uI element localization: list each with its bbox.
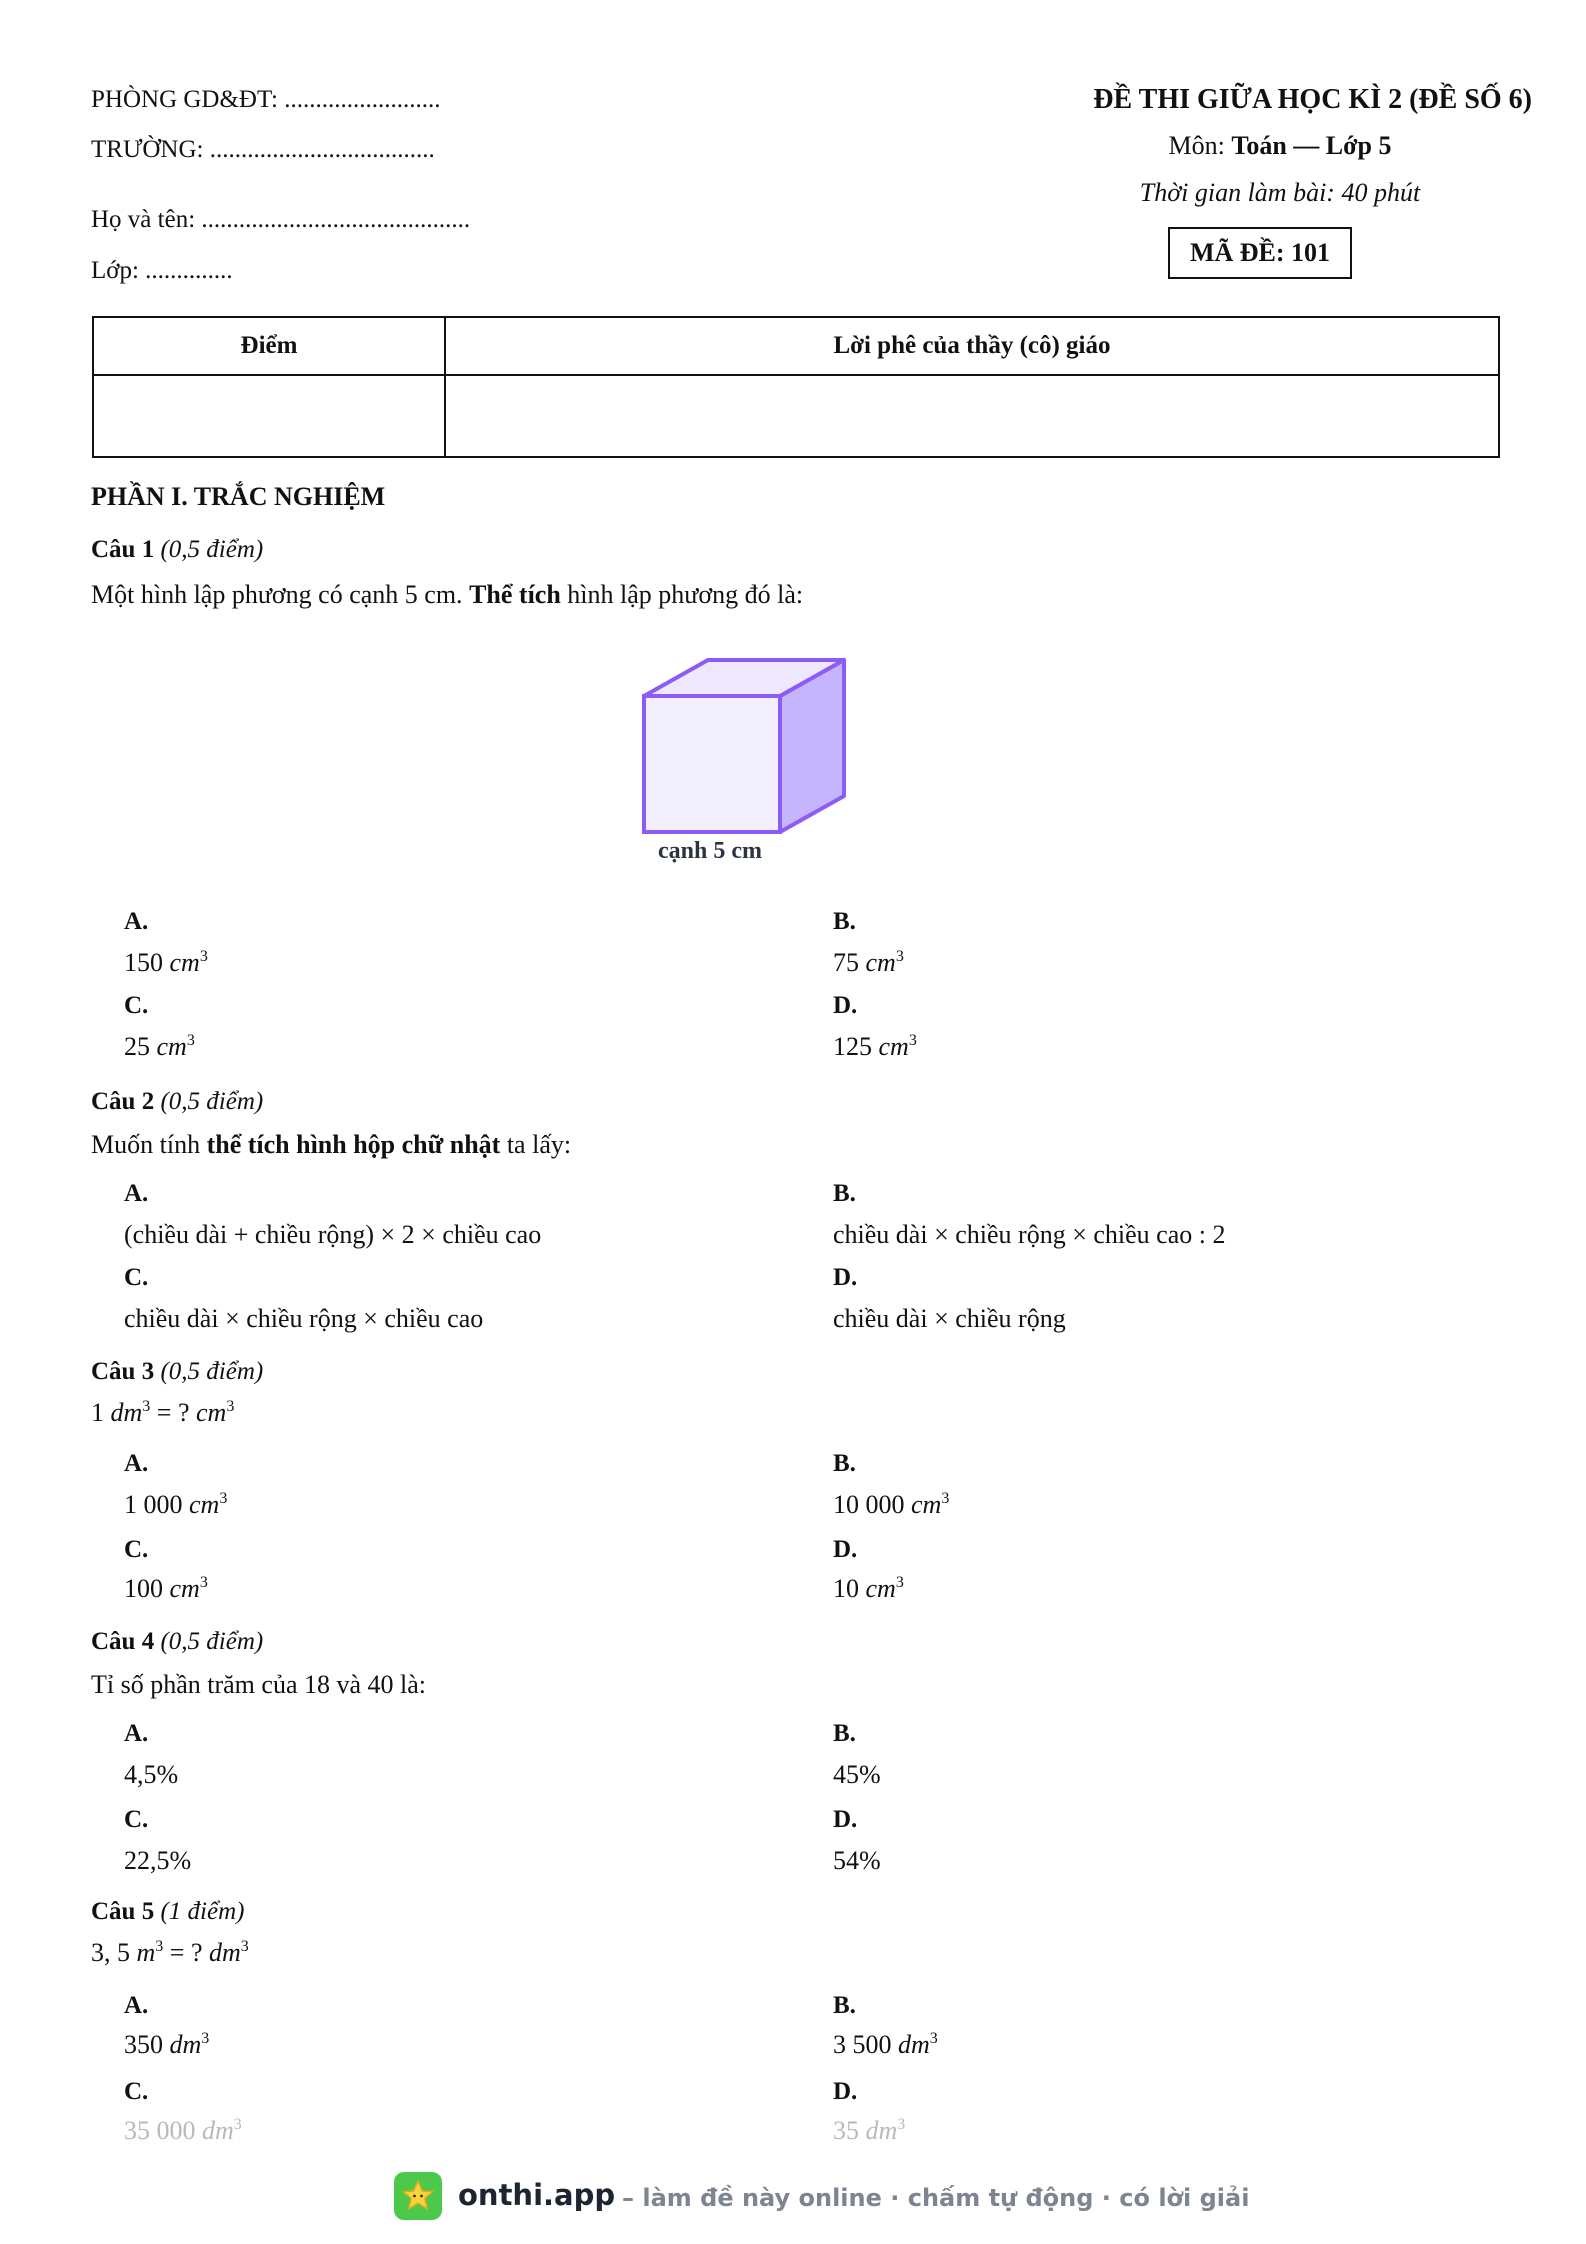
subject-name: Toán — Lớp 5	[1231, 131, 1392, 160]
q3-option-c-value[interactable]	[124, 1574, 208, 1604]
q1-b-exp: 3	[895, 948, 904, 965]
q4-points: (0,5 điểm)	[160, 1628, 264, 1655]
brand-name[interactable]: onthi.app	[458, 2178, 616, 2212]
q1-text	[91, 580, 803, 610]
q5-number: Câu 5	[91, 1898, 155, 1925]
q1-c-unit: cm	[156, 1032, 187, 1061]
q5-option-c-label[interactable]: C.	[124, 2078, 149, 2105]
q5-heading	[91, 1898, 244, 1926]
q5-option-a-value[interactable]	[124, 2030, 209, 2060]
q1-option-d-label[interactable]: D.	[833, 992, 858, 1019]
q3-expr-exp1: 3	[142, 1398, 151, 1415]
q3-a-exp: 3	[219, 1490, 228, 1507]
q3-option-b-label[interactable]: B.	[833, 1450, 856, 1477]
q3-b-exp: 3	[941, 1490, 950, 1507]
q1-option-c-label[interactable]: C.	[124, 992, 149, 1019]
q4-option-c-value[interactable]: 22,5%	[124, 1846, 192, 1875]
q2-option-b-value[interactable]: chiều dài × chiều rộng × chiều cao : 2	[833, 1220, 1226, 1249]
comment-header: Lời phê của thầy (cô) giáo	[445, 317, 1499, 375]
q5-points: (1 điểm)	[160, 1898, 245, 1925]
duration-line: Thời gian làm bài: 40 phút	[1139, 178, 1421, 207]
q1-c-number: 25	[124, 1032, 157, 1061]
q4-option-a-value[interactable]: 4,5%	[124, 1760, 179, 1789]
q2-text-bold: thể tích hình hộp chữ nhật	[206, 1130, 501, 1159]
q5-expr-unit2: dm	[208, 1938, 241, 1967]
q3-c-exp: 3	[199, 1574, 208, 1591]
q3-points: (0,5 điểm)	[160, 1358, 264, 1385]
q1-a-number: 150	[124, 948, 170, 977]
star-icon[interactable]	[394, 2172, 442, 2220]
q1-option-a-label[interactable]: A.	[124, 908, 149, 935]
q4-option-b-value[interactable]: 45%	[833, 1760, 881, 1789]
comment-cell[interactable]	[445, 375, 1499, 457]
q3-option-a-value[interactable]	[124, 1490, 227, 1520]
q2-option-d-label[interactable]: D.	[833, 1264, 858, 1291]
q3-option-b-value[interactable]	[833, 1490, 949, 1520]
q4-heading	[91, 1628, 263, 1656]
score-cell[interactable]	[93, 375, 445, 457]
q3-option-c-label[interactable]: C.	[124, 1536, 149, 1563]
student-name-line: Họ và tên: ...........................................	[91, 206, 471, 233]
q2-number: Câu 2	[91, 1088, 155, 1115]
q3-option-d-value[interactable]	[833, 1574, 904, 1604]
q3-d-exp: 3	[895, 1574, 904, 1591]
class-line: Lớp: ..............	[91, 257, 233, 284]
q5-option-b-label[interactable]: B.	[833, 1992, 856, 2019]
q2-text-pre: Muốn tính	[91, 1130, 207, 1159]
q5-a-unit: dm	[169, 2030, 202, 2059]
q3-d-number: 10	[833, 1574, 866, 1603]
q4-number: Câu 4	[91, 1628, 155, 1655]
exam-code-box: MÃ ĐỀ: 101	[1168, 227, 1352, 279]
score-header: Điểm	[93, 317, 445, 375]
q5-a-exp: 3	[201, 2030, 210, 2047]
q3-expr-unit1: dm	[110, 1398, 143, 1427]
q5-b-unit: dm	[898, 2030, 930, 2059]
q2-option-b-label[interactable]: B.	[833, 1180, 856, 1207]
q1-d-number: 125	[833, 1032, 879, 1061]
q5-expr-mid: = ?	[163, 1938, 209, 1967]
q5-option-d-value[interactable]	[833, 2116, 905, 2146]
q1-d-unit: cm	[878, 1032, 909, 1061]
q5-option-a-label[interactable]: A.	[124, 1992, 149, 2019]
q5-d-number: 35	[833, 2116, 866, 2145]
q5-expr-exp2: 3	[240, 1938, 249, 1955]
subject-line	[1050, 131, 1510, 161]
q2-option-c-label[interactable]: C.	[124, 1264, 149, 1291]
q1-option-a-value[interactable]	[124, 948, 208, 978]
q5-expr-unit1: m	[136, 1938, 156, 1967]
q1-option-b-value[interactable]	[833, 948, 904, 978]
q1-option-d-value[interactable]	[833, 1032, 917, 1062]
q1-a-exp: 3	[199, 948, 208, 965]
q2-option-d-value[interactable]: chiều dài × chiều rộng	[833, 1304, 1066, 1333]
q4-option-c-label[interactable]: C.	[124, 1806, 149, 1833]
q3-c-number: 100	[124, 1574, 170, 1603]
q5-c-unit: dm	[202, 2116, 234, 2145]
q3-c-unit: cm	[169, 1574, 200, 1603]
q5-d-unit: dm	[865, 2116, 898, 2145]
q5-d-exp: 3	[897, 2116, 906, 2133]
q5-c-number: 35 000	[124, 2116, 202, 2145]
cube-label: cạnh 5 cm	[658, 838, 762, 864]
q1-b-unit: cm	[865, 948, 896, 977]
q3-option-a-label[interactable]: A.	[124, 1450, 149, 1477]
q4-option-d-value[interactable]: 54%	[833, 1846, 881, 1875]
q5-expression	[91, 1938, 249, 1968]
q3-b-unit: cm	[911, 1490, 942, 1519]
q2-points: (0,5 điểm)	[160, 1088, 264, 1115]
q1-d-exp: 3	[908, 1032, 917, 1049]
score-table	[92, 316, 1500, 458]
q3-expr-exp2: 3	[226, 1398, 235, 1415]
q1-a-unit: cm	[169, 948, 200, 977]
q2-text-post: ta lấy:	[500, 1130, 572, 1159]
exam-title: ĐỀ THI GIỮA HỌC KÌ 2 (ĐỀ SỐ 6)	[1093, 84, 1532, 115]
q1-text-bold: Thể tích	[469, 580, 561, 609]
q1-text-pre: Một hình lập phương có cạnh 5 cm.	[91, 580, 470, 609]
q5-option-b-value[interactable]	[833, 2030, 938, 2060]
q3-d-unit: cm	[865, 1574, 896, 1603]
q1-text-post: hình lập phương đó là:	[560, 580, 804, 609]
q5-expr-exp1: 3	[155, 1938, 164, 1955]
q3-expr-number: 1	[91, 1398, 111, 1427]
cube-front-face	[644, 696, 780, 832]
q1-option-c-value[interactable]	[124, 1032, 195, 1062]
q4-text: Tỉ số phần trăm của 18 và 40 là:	[91, 1670, 427, 1699]
q3-expr-unit2: cm	[195, 1398, 227, 1427]
q4-option-a-label[interactable]: A.	[124, 1720, 149, 1747]
q5-a-number: 350	[124, 2030, 170, 2059]
q1-points: (0,5 điểm)	[160, 536, 264, 563]
q5-expr-number: 3, 5	[91, 1938, 137, 1967]
q1-option-b-label[interactable]: B.	[833, 908, 856, 935]
subject-prefix: Môn:	[1168, 131, 1232, 160]
section-title: PHẦN I. TRẮC NGHIỆM	[91, 482, 386, 511]
footer-banner[interactable]	[0, 2172, 1586, 2222]
q1-heading	[91, 536, 263, 564]
q3-heading	[91, 1358, 263, 1386]
q4-option-b-label[interactable]: B.	[833, 1720, 856, 1747]
q2-option-c-value[interactable]: chiều dài × chiều rộng × chiều cao	[124, 1304, 484, 1333]
q1-number: Câu 1	[91, 536, 155, 563]
q3-option-d-label[interactable]: D.	[833, 1536, 858, 1563]
cube-figure	[630, 652, 850, 842]
q3-b-number: 10 000	[833, 1490, 911, 1519]
footer-tagline: – làm đề này online · chấm tự động · có lời giải	[622, 2184, 1250, 2212]
q5-b-number: 3 500	[833, 2030, 898, 2059]
q5-option-d-label[interactable]: D.	[833, 2078, 858, 2105]
q1-c-exp: 3	[186, 1032, 195, 1049]
q5-c-exp: 3	[233, 2116, 242, 2133]
q2-option-a-value[interactable]: (chiều dài + chiều rộng) × 2 × chiều cao	[124, 1220, 542, 1249]
q5-b-exp: 3	[929, 2030, 938, 2047]
q3-a-number: 1 000	[124, 1490, 189, 1519]
q3-expression	[91, 1398, 234, 1428]
q5-option-c-value[interactable]	[124, 2116, 242, 2146]
q3-expr-mid: = ?	[150, 1398, 196, 1427]
school-line: TRƯỜNG: ....................................	[91, 136, 435, 163]
q4-option-d-label[interactable]: D.	[833, 1806, 858, 1833]
q3-a-unit: cm	[189, 1490, 220, 1519]
q1-b-number: 75	[833, 948, 866, 977]
q3-number: Câu 3	[91, 1358, 155, 1385]
department-line: PHÒNG GD&ĐT: .........................	[91, 86, 441, 113]
q2-heading	[91, 1088, 263, 1116]
q2-option-a-label[interactable]: A.	[124, 1180, 149, 1207]
q2-text	[91, 1130, 571, 1160]
